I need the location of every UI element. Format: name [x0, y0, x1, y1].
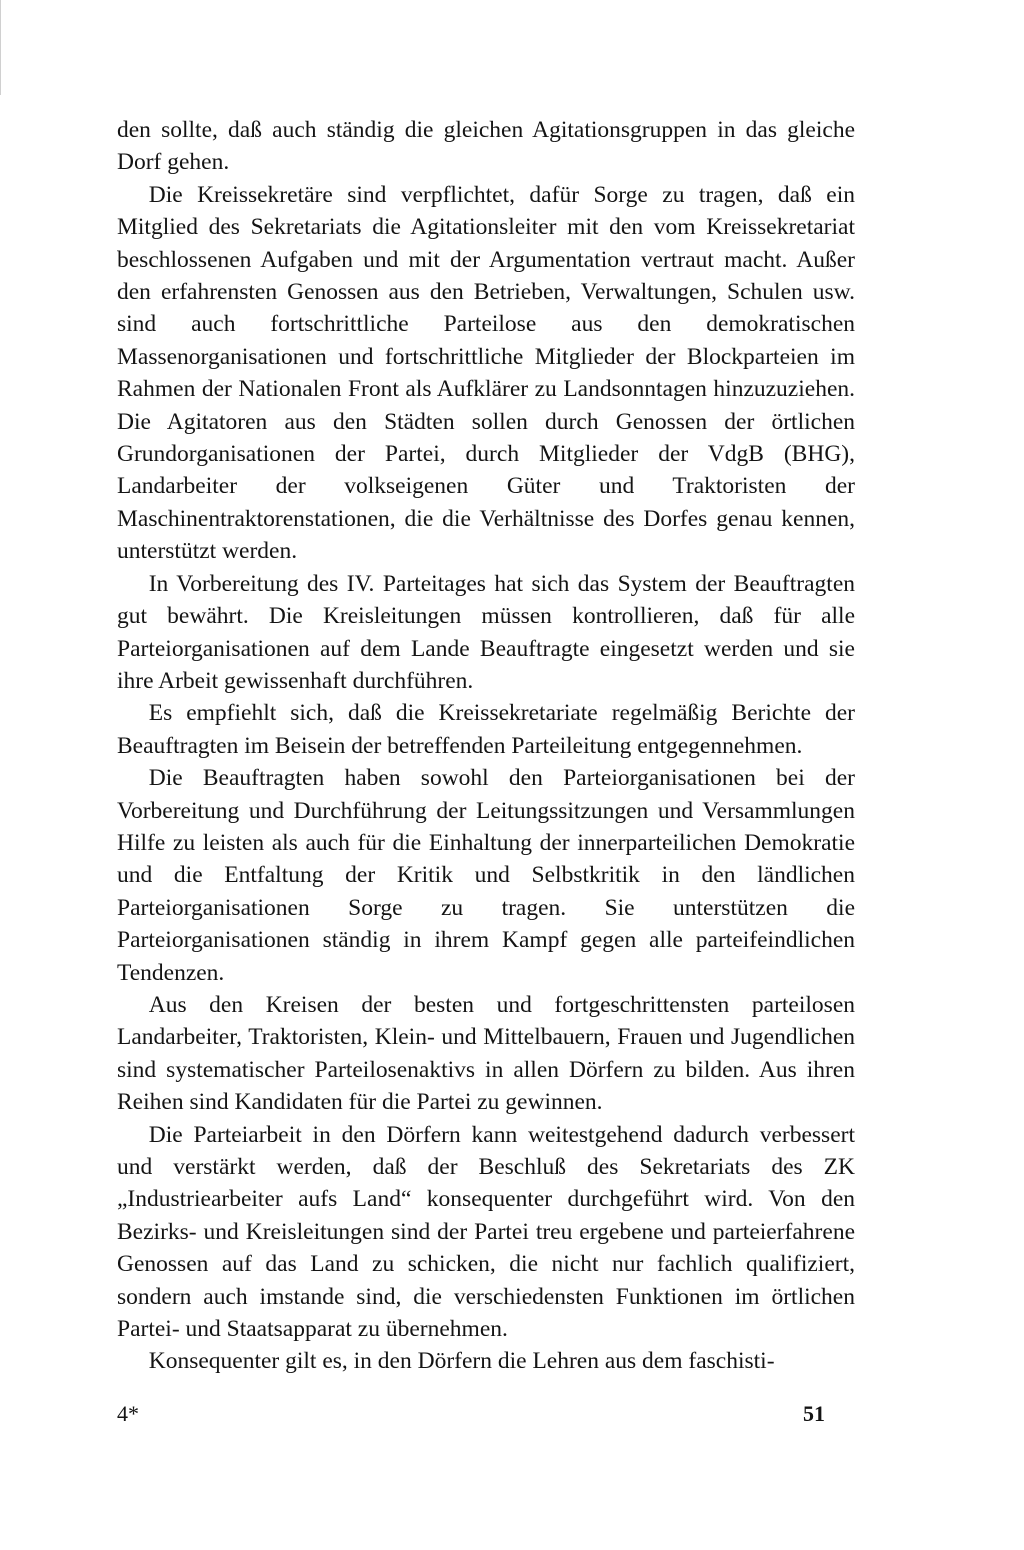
scan-edge-mark	[0, 0, 11, 95]
printer-signature: 4*	[117, 1401, 139, 1426]
paragraph-3: In Vorbereitung des IV. Parteitages hat sich das System der Beauftragten gut bewährt. Die Kreisleitungen müssen kontrollieren, daß für alle Parteiorganisationen auf dem Lande Beauftragte eingesetzt werden und sie ihre Arbeit gewissenhaft durchführen.	[117, 570, 855, 694]
paragraph-4: Es empfiehlt sich, daß die Kreissekretariate regelmäßig Berichte der Beauftragten im Beisein der betreffenden Parteileitung entgegennehmen.	[117, 700, 855, 759]
paragraph-7: Die Parteiarbeit in den Dörfern kann weitestgehend dadurch verbessert und verstärkt werden, daß der Beschluß des Sekretariats des ZK „Industriearbeiter aufs Land“ konsequenter durchgeführt wird. Von den Bezirks- und Kreisleitungen sind der Partei treu ergebene und parteierfahrene Genossen auf das Land zu schicken, die nicht nur fachlich qualifiziert, sondern auch imstande sind, die verschiedensten Funktionen im örtlichen Partei- und Staatsapparat zu übernehmen.	[117, 1121, 855, 1343]
page-footer	[117, 1401, 855, 1431]
paragraph-2: Die Kreissekretäre sind verpflichtet, dafür Sorge zu tragen, daß ein Mitglied des Sekretariats die Agitationsleiter mit den vom Kreissekretariat beschlossenen Aufgaben und mit der Argumentation vertraut macht. Außer den erfahrensten Genossen aus den Betrieben, Verwaltungen, Schulen usw. sind auch fortschrittliche Parteilose aus den demokratischen Massenorganisationen und fortschrittliche Mitglieder der Blockparteien im Rahmen der Nationalen Front als Aufklärer zu Landsonntagen hinzuzuziehen. Die Agitatoren aus den Städten sollen durch Genossen der örtlichen Grundorganisationen der Partei, durch Mitglieder der VdgB (BHG), Landarbeiter der volkseigenen Güter und Traktoristen der Maschinentraktorenstationen, die die Verhältnisse des Dorfes genau kennen, unterstützt werden.	[117, 181, 855, 565]
paragraph-8: Konsequenter gilt es, in den Dörfern die Lehren aus dem faschisti-	[148, 1348, 775, 1375]
body-text	[117, 114, 855, 1378]
paragraph-5: Die Beauftragten haben sowohl den Parteiorganisationen bei der Vorbereitung und Durchführung der Leitungssitzungen und Versammlungen Hilfe zu leisten als auch für die Einhaltung der innerparteilichen Demokratie und die Entfaltung der Kritik und Selbstkritik in den ländlichen Parteiorganisationen Sorge zu tragen. Sie unterstützen die Parteiorganisationen ständig in ihrem Kampf gegen alle parteifeindlichen Tendenzen.	[117, 765, 855, 986]
paragraph-1: den sollte, daß auch ständig die gleichen Agitationsgruppen in das gleiche Dorf gehen.	[117, 117, 855, 176]
paragraph-6: Aus den Kreisen der besten und fortgeschrittensten parteilosen Landarbeiter, Traktoristen, Klein- und Mittelbauern, Frauen und Jugendlichen sind systematischer Parteilosenaktivs in allen Dörfern zu bilden. Aus ihren Reihen sind Kandidaten für die Partei zu gewinnen.	[117, 991, 855, 1116]
page-number: 51	[803, 1401, 825, 1426]
